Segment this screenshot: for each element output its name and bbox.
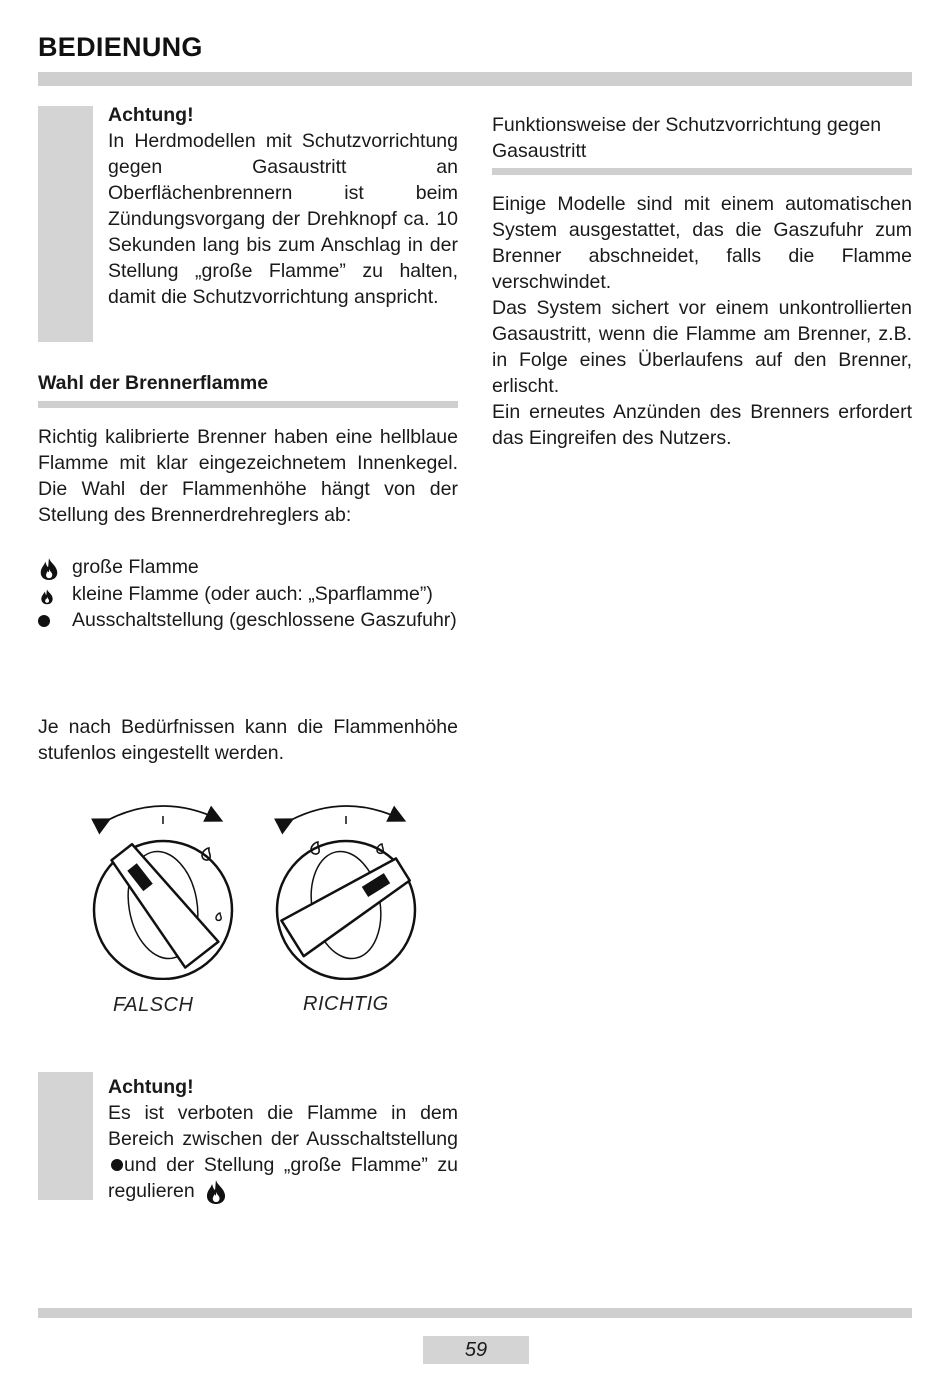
warning-bar <box>38 106 93 342</box>
flame-intro: Richtig kalibrierte Brenner haben eine hellblaue Flamme mit klar eingezeichnetem Innenkegel. Die Wahl der Flammenhöhe hängt von der Stellung des Brennerdrehreglers ab: <box>38 426 458 526</box>
small-flame-icon <box>38 586 56 606</box>
large-flame-icon <box>204 1179 228 1205</box>
warning-box-2 <box>108 1074 458 1205</box>
list-item-label: Ausschaltstellung (geschlossene Gaszufuhr) <box>72 609 457 631</box>
off-dot-icon <box>110 1158 124 1172</box>
list-item <box>38 581 458 607</box>
page-title: BEDIENUNG <box>38 32 203 62</box>
flame-list <box>38 554 458 633</box>
warning-box-1 <box>108 102 458 310</box>
list-item <box>38 554 458 581</box>
section-heading-protection: Funktionsweise der Schutzvorrichtung gegen Gasaustritt <box>492 114 882 162</box>
warning-heading: Achtung! <box>108 104 194 126</box>
warning-heading: Achtung! <box>108 1076 194 1098</box>
flame-adjust-text: Je nach Bedürfnissen kann die Flammenhöhe stufenlos eingestellt werden. <box>38 716 458 764</box>
paragraph: Ein erneutes Anzünden des Brenners erfordert das Eingreifen des Nutzers. <box>492 401 912 449</box>
list-item <box>38 607 458 633</box>
off-dot-icon <box>38 615 52 629</box>
section-heading-flame: Wahl der Brennerflamme <box>38 372 269 394</box>
caption-richtig: RICHTIG <box>303 993 389 1015</box>
header-divider <box>38 72 912 86</box>
knob-figure <box>80 790 440 980</box>
list-item-label: große Flamme <box>72 556 199 578</box>
warning-bar <box>38 1072 93 1200</box>
paragraph: Das System sichert vor einem unkontrollierten Gasaustritt, wenn die Flamme am Brenner, z.B. in Folge eines Überlaufens auf den Brenner, erlischt. <box>492 297 912 397</box>
caption-falsch: FALSCH <box>113 994 194 1016</box>
warning-text-b: und der Stellung „große Flamme” zu regulieren <box>108 1154 458 1202</box>
page-number: 59 <box>423 1336 529 1364</box>
footer-divider <box>38 1308 912 1318</box>
warning-text-a: Es ist verboten die Flamme in dem Bereich zwischen der Ausschaltstellung <box>108 1102 458 1150</box>
section-divider <box>492 168 912 175</box>
protection-text <box>492 191 912 451</box>
knob-richtig <box>277 806 415 979</box>
list-item-label: kleine Flamme (oder auch: „Sparflamme”) <box>72 583 433 605</box>
paragraph: Einige Modelle sind mit einem automatischen System ausgestattet, das die Gaszufuhr zum Brenner abschneidet, falls die Flamme verschwindet. <box>492 193 912 293</box>
large-flame-icon <box>38 557 60 581</box>
warning-text: In Herdmodellen mit Schutzvorrichtung gegen Gasaustritt an Oberflächenbrennern ist beim Zündungsvorgang der Drehknopf ca. 10 Sekunden lang bis zum Anschlag in der Stellung „große Flamme” zu halten, damit die Schutzvorrichtung anspricht. <box>108 130 458 308</box>
knob-falsch <box>94 806 232 979</box>
section-divider <box>38 401 458 408</box>
